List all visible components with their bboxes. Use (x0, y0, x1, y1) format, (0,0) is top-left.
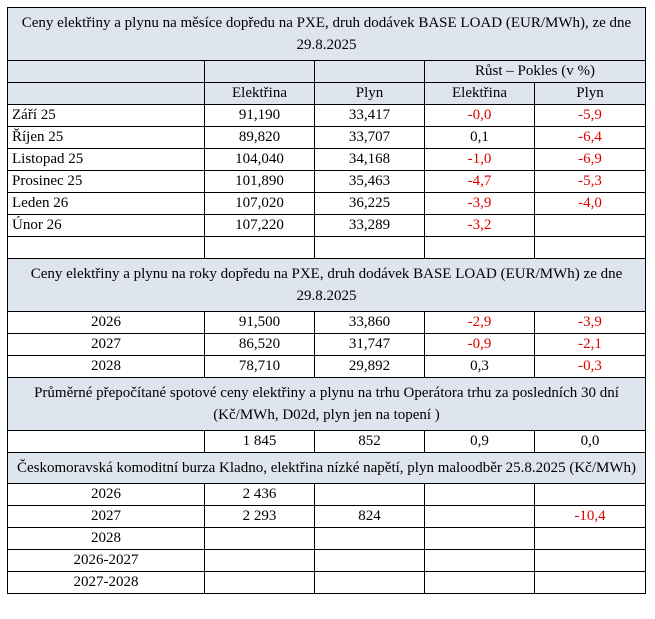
gas-change (535, 215, 646, 237)
table-row (8, 193, 646, 215)
section3-title-row (8, 378, 646, 431)
table-row (8, 356, 646, 378)
growth-group-header: Růst – Pokles (v %) (425, 61, 646, 83)
price-table (7, 7, 646, 594)
electricity-change: 0,1 (425, 127, 535, 149)
section1-column-header-row (8, 83, 646, 105)
gas-price: 33,289 (315, 215, 425, 237)
table-row (8, 528, 646, 550)
electricity-change: -3,2 (425, 215, 535, 237)
gas-price: 29,892 (315, 356, 425, 378)
electricity-change (425, 506, 535, 528)
gas-price (315, 528, 425, 550)
gas-change: -4,0 (535, 193, 646, 215)
electricity-price: 107,020 (205, 193, 315, 215)
gas-change: -5,9 (535, 105, 646, 127)
electricity-change: -0,0 (425, 105, 535, 127)
table-row (8, 312, 646, 334)
col-header-electricity: Elektřina (205, 83, 315, 105)
gas-price: 36,225 (315, 193, 425, 215)
row-label: Září 25 (8, 105, 205, 127)
section4-rows (8, 484, 646, 594)
gas-change (535, 550, 646, 572)
table-row (8, 171, 646, 193)
gas-price: 31,747 (315, 334, 425, 356)
row-label: Říjen 25 (8, 127, 205, 149)
row-label (8, 431, 205, 453)
section4-title: Českomoravská komoditní burza Kladno, elektřina nízké napětí, plyn maloodběr 25.8.2025 (Kč/MWh) (8, 453, 646, 484)
section1-title-row (8, 8, 646, 61)
row-label: 2026 (8, 312, 205, 334)
col-header-electricity-pct: Elektřina (425, 83, 535, 105)
section3-title: Průměrné přepočítané spotové ceny elektřiny a plynu na trhu Operátora trhu za posledních 30 dní (Kč/MWh, D02d, plyn jen na topení ) (8, 378, 646, 431)
electricity-change (425, 528, 535, 550)
section1-group-row (8, 61, 646, 83)
gas-price: 824 (315, 506, 425, 528)
row-label: Prosinec 25 (8, 171, 205, 193)
gas-change (535, 484, 646, 506)
section1-empty-row (8, 237, 646, 259)
row-label: 2027 (8, 506, 205, 528)
electricity-price (205, 550, 315, 572)
gas-price: 34,168 (315, 149, 425, 171)
row-label: Únor 26 (8, 215, 205, 237)
section2-rows (8, 312, 646, 378)
electricity-price: 2 293 (205, 506, 315, 528)
gas-price: 33,707 (315, 127, 425, 149)
row-label: 2028 (8, 356, 205, 378)
electricity-change (425, 572, 535, 594)
gas-change: -6,9 (535, 149, 646, 171)
row-label: 2028 (8, 528, 205, 550)
table-row (8, 215, 646, 237)
electricity-price: 104,040 (205, 149, 315, 171)
gas-price: 35,463 (315, 171, 425, 193)
table-row (8, 506, 646, 528)
electricity-price: 78,710 (205, 356, 315, 378)
gas-change: -0,3 (535, 356, 646, 378)
electricity-price: 91,500 (205, 312, 315, 334)
electricity-price: 89,820 (205, 127, 315, 149)
table-row (8, 550, 646, 572)
electricity-change: -0,9 (425, 334, 535, 356)
row-label: 2027 (8, 334, 205, 356)
electricity-price: 2 436 (205, 484, 315, 506)
electricity-price: 91,190 (205, 105, 315, 127)
gas-change: 0,0 (535, 431, 646, 453)
gas-change: -6,4 (535, 127, 646, 149)
gas-price (315, 484, 425, 506)
table-row (8, 105, 646, 127)
row-label: Leden 26 (8, 193, 205, 215)
table-row (8, 484, 646, 506)
section1-rows (8, 105, 646, 237)
section2-title: Ceny elektřiny a plynu na roky dopředu na PXE, druh dodávek BASE LOAD (EUR/MWh) ze dne 29.8.2025 (8, 259, 646, 312)
table-row (8, 431, 646, 453)
row-label: 2026 (8, 484, 205, 506)
table-row (8, 149, 646, 171)
row-label: 2027-2028 (8, 572, 205, 594)
electricity-price (205, 528, 315, 550)
table-row (8, 572, 646, 594)
table-row (8, 127, 646, 149)
row-label: Listopad 25 (8, 149, 205, 171)
section4-title-row (8, 453, 646, 484)
gas-change: -5,3 (535, 171, 646, 193)
row-label: 2026-2027 (8, 550, 205, 572)
gas-change (535, 528, 646, 550)
gas-price: 33,417 (315, 105, 425, 127)
electricity-price (205, 572, 315, 594)
electricity-change: -1,0 (425, 149, 535, 171)
gas-price: 33,860 (315, 312, 425, 334)
electricity-change: 0,3 (425, 356, 535, 378)
electricity-change: -2,9 (425, 312, 535, 334)
electricity-change: -4,7 (425, 171, 535, 193)
electricity-change: 0,9 (425, 431, 535, 453)
electricity-price: 1 845 (205, 431, 315, 453)
section1-title: Ceny elektřiny a plynu na měsíce dopředu na PXE, druh dodávek BASE LOAD (EUR/MWh), ze dne 29.8.2025 (8, 8, 646, 61)
col-header-gas: Plyn (315, 83, 425, 105)
section2-title-row (8, 259, 646, 312)
gas-change: -2,1 (535, 334, 646, 356)
gas-change: -10,4 (535, 506, 646, 528)
gas-price: 852 (315, 431, 425, 453)
gas-price (315, 550, 425, 572)
table-row (8, 334, 646, 356)
gas-change (535, 572, 646, 594)
electricity-change (425, 484, 535, 506)
electricity-change (425, 550, 535, 572)
electricity-price: 86,520 (205, 334, 315, 356)
electricity-price: 101,890 (205, 171, 315, 193)
col-header-gas-pct: Plyn (535, 83, 646, 105)
gas-price (315, 572, 425, 594)
section3-rows (8, 431, 646, 453)
gas-change: -3,9 (535, 312, 646, 334)
electricity-price: 107,220 (205, 215, 315, 237)
electricity-change: -3,9 (425, 193, 535, 215)
